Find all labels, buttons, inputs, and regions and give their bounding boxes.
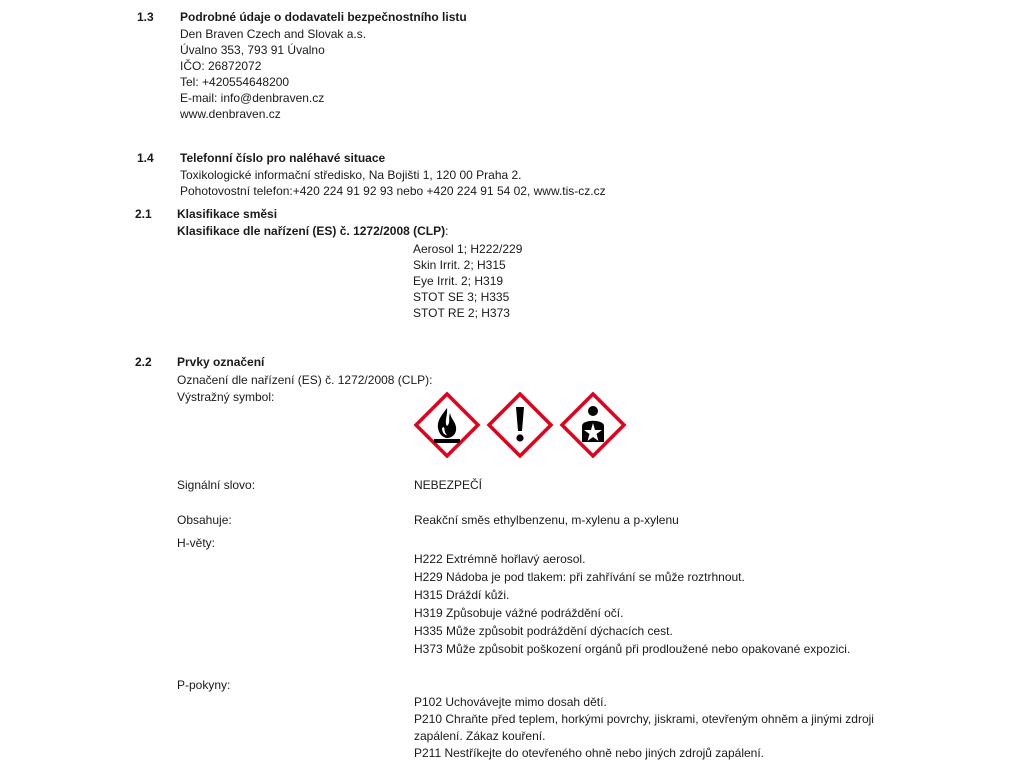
supplier-web: www.denbraven.cz	[180, 107, 281, 121]
exclamation-icon	[489, 394, 551, 456]
p-statement: P211 Nestříkejte do otevřeného ohně nebo jiných zdrojů zapálení.	[414, 746, 765, 760]
h-statement: H373 Může způsobit poškození orgánů při prodloužené nebo opakované expozici.	[414, 642, 851, 656]
h-statement: H315 Dráždí kůži.	[414, 588, 510, 602]
h-statements-label: H-věty:	[177, 536, 216, 550]
supplier-phone: Tel: +420554648200	[180, 75, 290, 89]
section-title-1-3: Podrobné údaje o dodavateli bezpečnostního listu	[180, 10, 467, 24]
section-title-2-1: Klasifikace směsi	[177, 207, 278, 221]
flame-icon	[416, 394, 478, 456]
emergency-phone: Pohotovostní telefon:+420 224 91 92 93 nebo +420 224 91 54 02, www.tis-cz.cz	[180, 184, 606, 198]
supplier-address: Úvalno 353, 793 91 Úvalno	[180, 43, 325, 57]
classification-item: Eye Irrit. 2; H319	[413, 274, 504, 288]
p-statement: zapálení. Zákaz kouření.	[414, 729, 546, 743]
supplier-name: Den Braven Czech and Slovak a.s.	[180, 27, 367, 41]
classification-subtitle-text: Klasifikace dle nařízení (ES) č. 1272/2008 (CLP)	[177, 224, 446, 238]
hazard-symbol-label: Výstražný symbol:	[177, 390, 275, 404]
supplier-ico: IČO: 26872072	[180, 59, 262, 73]
section-title-1-4: Telefonní číslo pro naléhavé situace	[180, 151, 386, 165]
classification-item: STOT SE 3; H335	[413, 290, 510, 304]
emergency-center: Toxikologické informační středisko, Na Bojišti 1, 120 00 Praha 2.	[180, 168, 522, 182]
labelling-regulation: Označení dle nařízení (ES) č. 1272/2008 (CLP):	[177, 373, 433, 387]
health-hazard-icon	[562, 394, 624, 456]
contains-value: Reakční směs ethylbenzenu, m-xylenu a p-xylenu	[414, 513, 679, 527]
section-number-2-1: 2.1	[135, 207, 152, 221]
h-statement: H229 Nádoba je pod tlakem: při zahřívání se může roztrhnout.	[414, 570, 745, 584]
contains-label: Obsahuje:	[177, 513, 232, 527]
classification-item: Aerosol 1; H222/229	[413, 242, 523, 256]
signal-word-value: NEBEZPEČÍ	[414, 478, 483, 492]
h-statement: H335 Může způsobit podráždění dýchacích cest.	[414, 624, 673, 638]
p-statement: P210 Chraňte před teplem, horkými povrchy, jiskrami, otevřeným ohněm a jinými zdroji	[414, 712, 874, 726]
section-number-1-4: 1.4	[137, 151, 154, 165]
classification-subtitle-colon: :	[445, 224, 449, 238]
p-statement: P102 Uchovávejte mimo dosah dětí.	[414, 695, 607, 709]
section-title-2-2: Prvky označení	[177, 355, 265, 369]
signal-word-label: Signální slovo:	[177, 478, 256, 492]
classification-subtitle	[177, 223, 448, 239]
hazard-pictograms	[413, 392, 627, 461]
h-statement: H222 Extrémně hořlavý aerosol.	[414, 552, 586, 566]
h-statement: H319 Způsobuje vážné podráždění očí.	[414, 606, 624, 620]
classification-item: STOT RE 2; H373	[413, 306, 510, 320]
section-number-2-2: 2.2	[135, 355, 152, 369]
section-number-1-3: 1.3	[137, 10, 154, 24]
p-statements-label: P-pokyny:	[177, 678, 231, 692]
supplier-email: E-mail: info@denbraven.cz	[180, 91, 325, 105]
classification-item: Skin Irrit. 2; H315	[413, 258, 506, 272]
